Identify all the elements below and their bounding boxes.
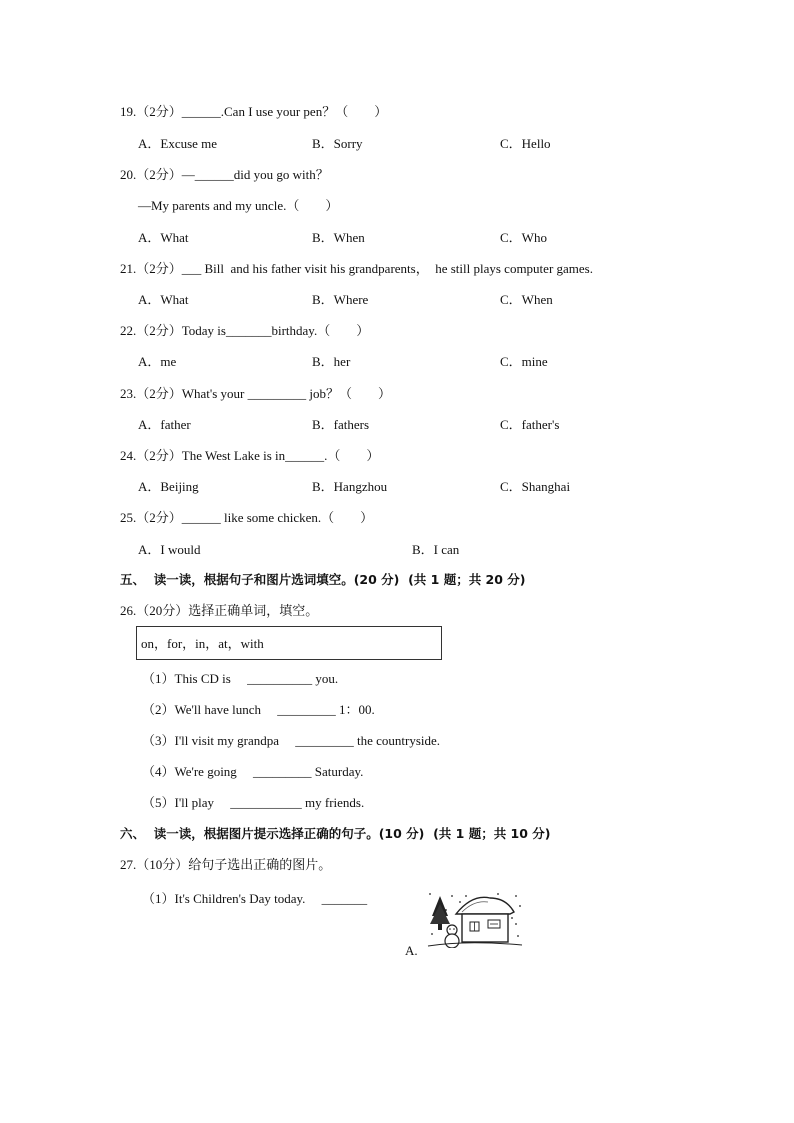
question-20-option-c[interactable]: C．Who: [500, 230, 547, 245]
word-bank-text: on，for，in，at，with: [141, 636, 264, 651]
question-22-option-b[interactable]: B．her: [312, 354, 351, 369]
question-25-option-a[interactable]: A．I would: [138, 542, 201, 557]
question-26-item-1: （1）This CD is __________ you.: [142, 671, 339, 686]
question-22-option-a[interactable]: A．me: [138, 354, 177, 369]
question-26-item-3: （3）I'll visit my grandpa _________ the countryside.: [142, 733, 441, 748]
question-24-option-c[interactable]: C．Shanghai: [500, 479, 571, 494]
question-19-stem: 19.（2分）______.Can I use your pen？（ ）: [120, 104, 388, 119]
section-5-heading: 五、 读一读，根据句子和图片选词填空。(20 分) (共 1 题；共 20 分): [120, 572, 526, 587]
snowy-house-picture: [426, 890, 524, 948]
question-19-option-c[interactable]: C．Hello: [500, 136, 551, 151]
question-21-stem: 21.（2分）___ Bill and his father visit his grandparents， he still plays computer games.: [120, 261, 593, 276]
question-26-item-5: （5）I'll play ___________ my friends.: [142, 795, 365, 810]
question-21-option-b[interactable]: B．Where: [312, 292, 369, 307]
question-24-option-a[interactable]: A．Beijing: [138, 479, 199, 494]
word-bank-box: [136, 626, 442, 660]
question-27-item-1: （1）It's Children's Day today. _______: [142, 891, 368, 906]
question-20-answer-line: —My parents and my uncle.（ ）: [138, 198, 339, 213]
question-24-option-b[interactable]: B．Hangzhou: [312, 479, 388, 494]
question-27-stem: 27.（10分）给句子选出正确的图片。: [120, 857, 332, 872]
question-20-option-b[interactable]: B．When: [312, 230, 365, 245]
question-26-item-2: （2）We'll have lunch _________ 1：00.: [142, 702, 375, 717]
question-25-option-b[interactable]: B．I can: [412, 542, 460, 557]
question-22-stem: 22.（2分）Today is_______birthday.（ ）: [120, 323, 370, 338]
question-21-option-a[interactable]: A．What: [138, 292, 189, 307]
section-6-heading: 六、 读一读，根据图片提示选择正确的句子。(10 分) (共 1 题；共 10 分): [120, 826, 551, 841]
question-26-item-4: （4）We're going _________ Saturday.: [142, 764, 364, 779]
picture-a-label[interactable]: A.: [405, 943, 418, 958]
question-24-stem: 24.（2分）The West Lake is in______.（ ）: [120, 448, 380, 463]
question-25-stem: 25.（2分）______ like some chicken.（ ）: [120, 510, 374, 525]
question-20-stem: 20.（2分）—______did you go with？: [120, 167, 329, 182]
question-23-option-c[interactable]: C．father's: [500, 417, 560, 432]
question-19-option-a[interactable]: A．Excuse me: [138, 136, 218, 151]
question-23-stem: 23.（2分）What's your _________ job？（ ）: [120, 386, 391, 401]
question-20-option-a[interactable]: A．What: [138, 230, 189, 245]
question-23-option-a[interactable]: A．father: [138, 417, 191, 432]
question-26-stem: 26.（20分）选择正确单词，填空。: [120, 603, 319, 618]
question-21-option-c[interactable]: C．When: [500, 292, 553, 307]
question-19-option-b[interactable]: B．Sorry: [312, 136, 363, 151]
question-23-option-b[interactable]: B．fathers: [312, 417, 370, 432]
question-22-option-c[interactable]: C．mine: [500, 354, 548, 369]
